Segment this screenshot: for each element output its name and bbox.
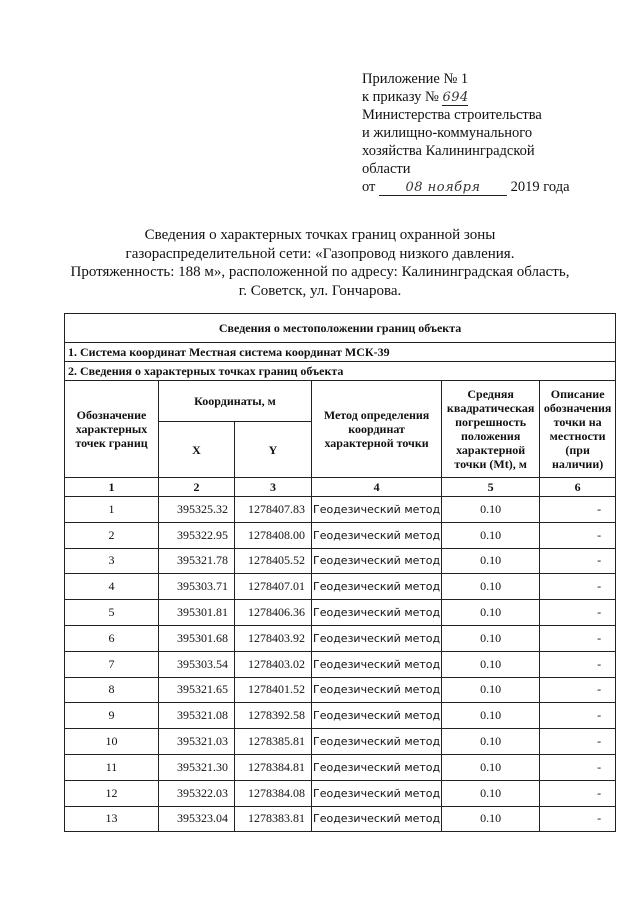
description-cell: - (540, 703, 616, 729)
method-cell: Геодезический метод (312, 625, 442, 651)
table-row (65, 780, 616, 806)
ministry-line-2: и жилищно-коммунального (362, 125, 533, 141)
description-cell: - (540, 625, 616, 651)
error-cell: 0.10 (442, 703, 540, 729)
table-row (65, 651, 616, 677)
point-number-cell: 13 (65, 806, 159, 832)
method-cell: Геодезический метод (312, 600, 442, 626)
col-header-error: Средняя квадратическая погрешность положения характерной точки (Mt), м (442, 381, 540, 478)
coord-y-cell: 1278405.52 (235, 548, 312, 574)
error-cell: 0.10 (442, 522, 540, 548)
point-number-cell: 10 (65, 729, 159, 755)
method-cell: Геодезический метод (312, 574, 442, 600)
col-number: 2 (159, 478, 235, 497)
error-cell: 0.10 (442, 754, 540, 780)
method-cell: Геодезический метод (312, 754, 442, 780)
coord-y-cell: 1278383.81 (235, 806, 312, 832)
col-header-point: Обозначение характерных точек границ (65, 381, 159, 478)
point-number-cell: 3 (65, 548, 159, 574)
coord-y-cell: 1278407.01 (235, 574, 312, 600)
order-number-handwritten: 694 (442, 90, 469, 105)
method-cell: Геодезический метод (312, 677, 442, 703)
error-cell: 0.10 (442, 600, 540, 626)
title-line-2: газораспределительной сети: «Газопровод низкого давления. (125, 245, 515, 262)
col-header-y: Y (235, 422, 312, 478)
error-cell: 0.10 (442, 677, 540, 703)
point-number-cell: 2 (65, 522, 159, 548)
error-cell: 0.10 (442, 625, 540, 651)
method-cell: Геодезический метод (312, 703, 442, 729)
coord-x-cell: 395303.71 (159, 574, 235, 600)
col-number: 4 (312, 478, 442, 497)
coord-y-cell: 1278392.58 (235, 703, 312, 729)
coord-x-cell: 395303.54 (159, 651, 235, 677)
col-number: 3 (235, 478, 312, 497)
date-line (362, 178, 602, 196)
col-header-method: Метод определения координат характерной точки (312, 381, 442, 478)
points-info-row: 2. Сведения о характерных точках границ объекта (65, 362, 616, 381)
error-cell: 0.10 (442, 497, 540, 523)
appendix-title: Приложение № 1 (362, 71, 469, 87)
title-line-1: Сведения о характерных точках границ охранной зоны (144, 227, 496, 243)
method-cell: Геодезический метод (312, 497, 442, 523)
order-prefix: к приказу № (362, 89, 439, 105)
table-row (65, 729, 616, 755)
col-header-x: X (159, 422, 235, 478)
coord-x-cell: 395301.81 (159, 600, 235, 626)
description-cell: - (540, 600, 616, 626)
date-suffix: 2019 года (510, 179, 570, 195)
date-handwritten: 08 ноября (379, 180, 507, 196)
table-row (65, 574, 616, 600)
point-number-cell: 6 (65, 625, 159, 651)
col-header-description: Описание обозначения точки на местности (при наличии) (540, 381, 616, 478)
table-row (65, 600, 616, 626)
method-cell: Геодезический метод (312, 522, 442, 548)
col-number: 6 (540, 478, 616, 497)
coord-x-cell: 395321.30 (159, 754, 235, 780)
table-row (65, 703, 616, 729)
table-row (65, 522, 616, 548)
description-cell: - (540, 806, 616, 832)
method-cell: Геодезический метод (312, 548, 442, 574)
coord-y-cell: 1278408.00 (235, 522, 312, 548)
method-cell: Геодезический метод (312, 651, 442, 677)
description-cell: - (540, 677, 616, 703)
coord-x-cell: 395322.03 (159, 780, 235, 806)
coord-y-cell: 1278384.08 (235, 780, 312, 806)
boundary-points-table (64, 313, 616, 832)
point-number-cell: 1 (65, 497, 159, 523)
col-number: 1 (65, 478, 159, 497)
table-row (65, 625, 616, 651)
appendix-block (362, 70, 602, 196)
description-cell: - (540, 729, 616, 755)
point-number-cell: 5 (65, 600, 159, 626)
description-cell: - (540, 780, 616, 806)
coord-y-cell: 1278385.81 (235, 729, 312, 755)
coord-y-cell: 1278384.81 (235, 754, 312, 780)
method-cell: Геодезический метод (312, 780, 442, 806)
error-cell: 0.10 (442, 780, 540, 806)
error-cell: 0.10 (442, 729, 540, 755)
coord-x-cell: 395321.08 (159, 703, 235, 729)
coord-y-cell: 1278401.52 (235, 677, 312, 703)
coord-x-cell: 395322.95 (159, 522, 235, 548)
coord-x-cell: 395301.68 (159, 625, 235, 651)
description-cell: - (540, 497, 616, 523)
method-cell: Геодезический метод (312, 729, 442, 755)
table-row (65, 754, 616, 780)
description-cell: - (540, 651, 616, 677)
method-cell: Геодезический метод (312, 806, 442, 832)
table-row (65, 677, 616, 703)
error-cell: 0.10 (442, 548, 540, 574)
point-number-cell: 11 (65, 754, 159, 780)
coord-y-cell: 1278407.83 (235, 497, 312, 523)
error-cell: 0.10 (442, 651, 540, 677)
coord-x-cell: 395323.04 (159, 806, 235, 832)
table-row (65, 548, 616, 574)
col-header-coords: Координаты, м (159, 381, 312, 422)
coord-x-cell: 395321.78 (159, 548, 235, 574)
point-number-cell: 8 (65, 677, 159, 703)
error-cell: 0.10 (442, 574, 540, 600)
coord-x-cell: 395325.32 (159, 497, 235, 523)
title-line-4: г. Советск, ул. Гончарова. (238, 282, 402, 299)
point-number-cell: 4 (65, 574, 159, 600)
description-cell: - (540, 574, 616, 600)
point-number-cell: 7 (65, 651, 159, 677)
title-line-3: Протяженность: 188 м», расположенной по адресу: Калининградская область, (70, 264, 570, 280)
coord-x-cell: 395321.65 (159, 677, 235, 703)
date-prefix: от (362, 179, 376, 195)
ministry-line-1: Министерства строительства (362, 107, 542, 123)
ministry-line-3: хозяйства Калининградской (362, 143, 535, 159)
table-main-header: Сведения о местоположении границ объекта (65, 314, 616, 343)
point-number-cell: 9 (65, 703, 159, 729)
order-line (362, 88, 602, 106)
coord-y-cell: 1278403.02 (235, 651, 312, 677)
coord-x-cell: 395321.03 (159, 729, 235, 755)
coordinate-system-row: 1. Система координат Местная система координат МСК-39 (65, 343, 616, 362)
error-cell: 0.10 (442, 806, 540, 832)
ministry-line-4: области (362, 161, 411, 177)
description-cell: - (540, 522, 616, 548)
col-number: 5 (442, 478, 540, 497)
table-row (65, 497, 616, 523)
description-cell: - (540, 754, 616, 780)
table-row (65, 806, 616, 832)
document-title (40, 226, 600, 300)
description-cell: - (540, 548, 616, 574)
coord-y-cell: 1278403.92 (235, 625, 312, 651)
point-number-cell: 12 (65, 780, 159, 806)
coord-y-cell: 1278406.36 (235, 600, 312, 626)
